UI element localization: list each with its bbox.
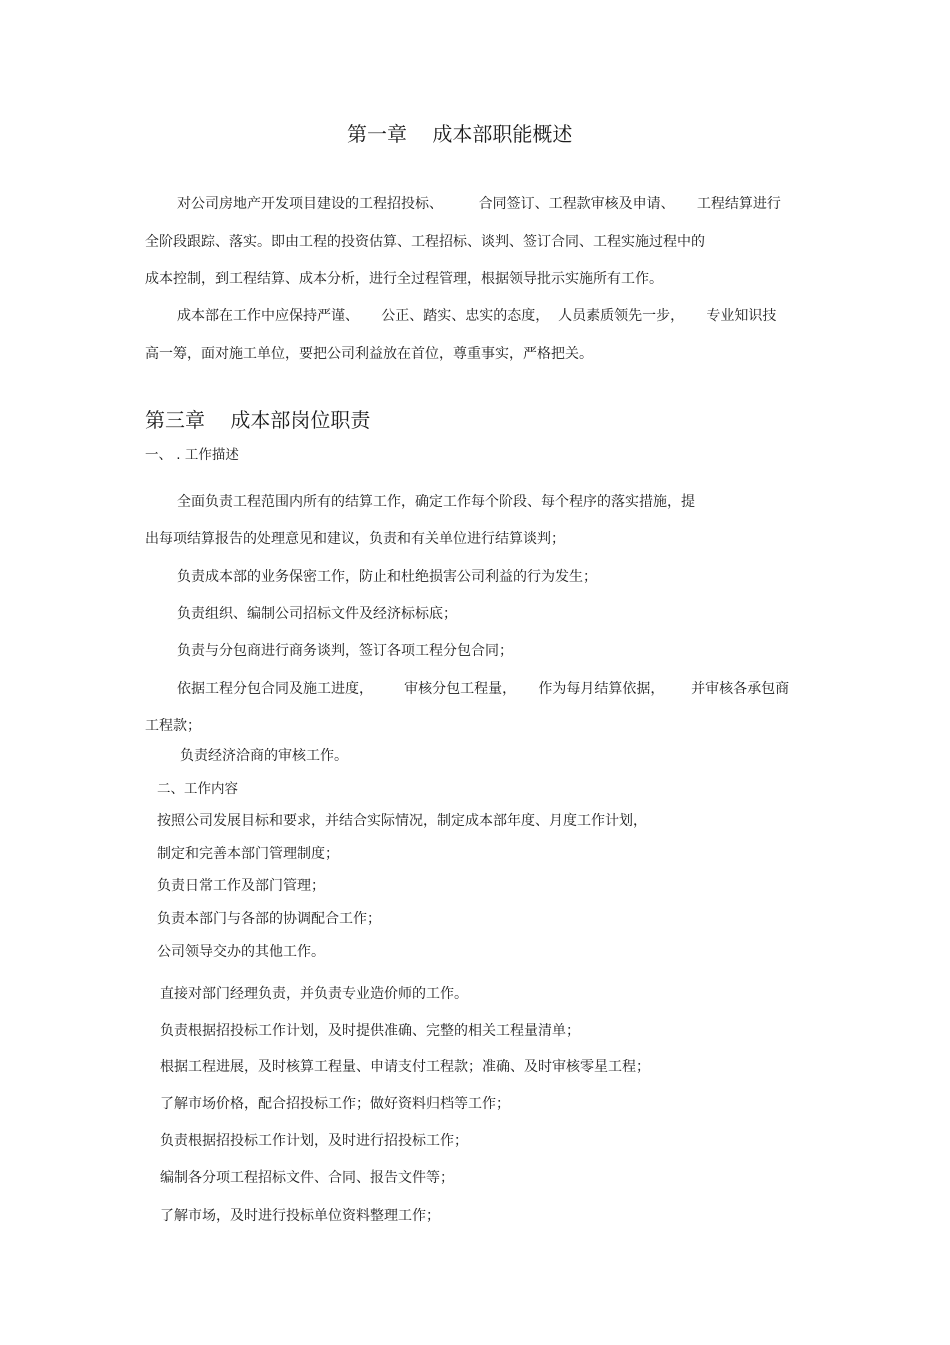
- section-2-item: 负责本部门与各部的协调配合工作；: [157, 911, 381, 927]
- section-2-item: 负责日常工作及部门管理；: [157, 878, 325, 894]
- section-2-item: 公司领导交办的其他工作。: [157, 944, 325, 960]
- section-1-item: 全面负责工程范围内所有的结算工作，确定工作每个阶段、每个程序的落实措施，提: [177, 494, 695, 510]
- chapter-1-paragraph-2-line-1: 成本部在工作中应保持严谨、 公正、踏实、忠实的态度， 人员素质领先一步， 专业知识技: [177, 308, 777, 324]
- chapter-1-paragraph-1-line-1: 对公司房地产开发项目建设的工程招投标、 合同签订、工程款审核及申请、 工程结算进行: [177, 196, 781, 212]
- section-2-item: 制定和完善本部门管理制度；: [157, 846, 339, 862]
- section-3-item: 负责根据招投标工作计划，及时进行招投标工作；: [160, 1133, 468, 1149]
- section-1-item: 依据工程分包合同及施工进度， 审核分包工程量， 作为每月结算依据， 并审核各承包商: [177, 681, 790, 697]
- section-2-item: 按照公司发展目标和要求，并结合实际情况，制定成本部年度、月度工作计划，: [157, 813, 647, 829]
- section-1-item: 负责组织、编制公司招标文件及经济标标底；: [177, 606, 457, 622]
- section-3-item: 根据工程进展，及时核算工程量、申请支付工程款；准确、及时审核零星工程；: [160, 1059, 650, 1075]
- chapter-1-paragraph-2-line-2: 高一筹，面对施工单位，要把公司利益放在首位，尊重事实，严格把关。: [145, 346, 593, 362]
- section-1-item: 负责成本部的业务保密工作，防止和杜绝损害公司利益的行为发生；: [177, 569, 597, 585]
- section-1-item: 负责与分包商进行商务谈判，签订各项工程分包合同；: [177, 643, 513, 659]
- section-1-item: 工程款；: [145, 718, 201, 734]
- chapter-1-paragraph-1-line-2: 全阶段跟踪、落实。即由工程的投资估算、工程招标、谈判、签订合同、工程实施过程中的: [145, 234, 705, 250]
- section-1-heading: 一、 . 工作描述: [145, 447, 239, 463]
- section-3-item: 了解市场，及时进行投标单位资料整理工作；: [160, 1208, 440, 1224]
- section-1-item: 出每项结算报告的处理意见和建议，负责和有关单位进行结算谈判；: [145, 531, 565, 547]
- section-3-item: 直接对部门经理负责，并负责专业造价师的工作。: [160, 986, 468, 1002]
- section-3-item: 负责根据招投标工作计划，及时提供准确、完整的相关工程量清单；: [160, 1023, 580, 1039]
- chapter-1-paragraph-1-line-3: 成本控制，到工程结算、成本分析，进行全过程管理，根据领导批示实施所有工作。: [145, 271, 663, 287]
- section-3-item: 编制各分项工程招标文件、合同、报告文件等；: [160, 1170, 454, 1186]
- section-2-heading: 二、工作内容: [157, 781, 238, 797]
- chapter-1-title: 第一章 成本部职能概述: [347, 122, 573, 146]
- section-1-item: 负责经济洽商的审核工作。: [180, 748, 348, 764]
- chapter-3-title: 第三章 成本部岗位职责: [145, 408, 371, 432]
- section-3-item: 了解市场价格，配合招投标工作；做好资料归档等工作；: [160, 1096, 510, 1112]
